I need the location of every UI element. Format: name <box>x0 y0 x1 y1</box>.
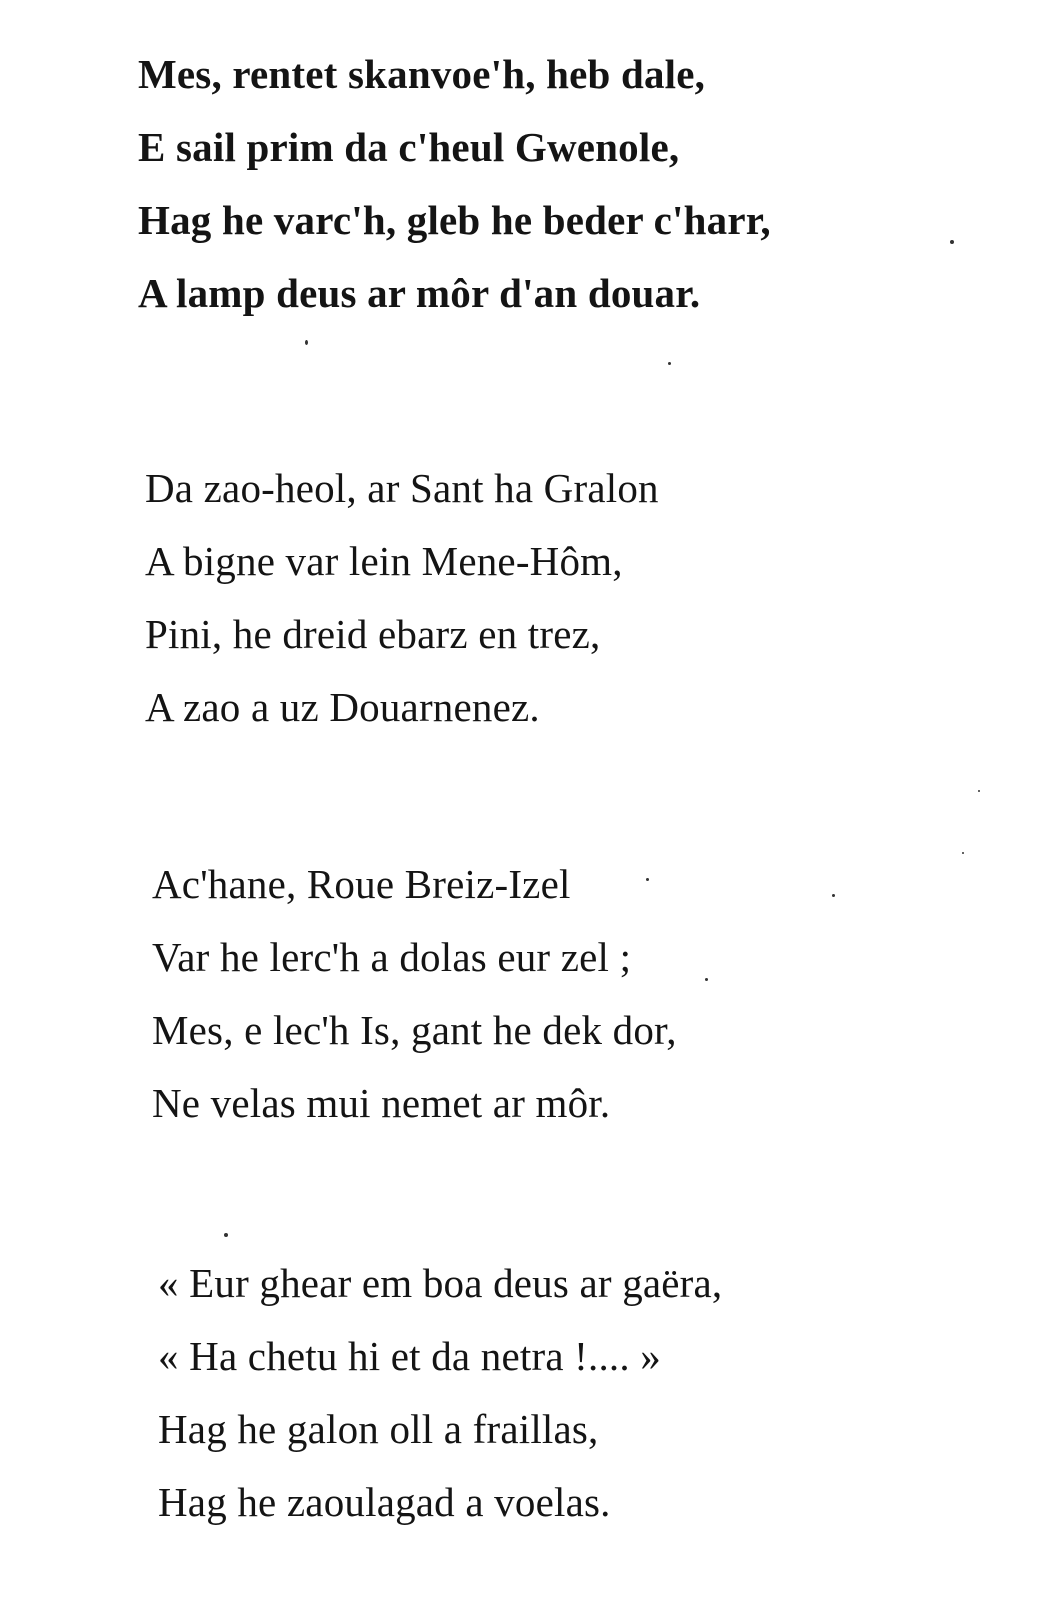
print-speck <box>668 362 671 365</box>
stanza-1 <box>138 38 898 330</box>
stanza-2-line-3: Pini, he dreid ebarz en trez, <box>145 611 601 657</box>
print-speck <box>224 1233 228 1237</box>
print-speck <box>978 790 980 792</box>
stanza-1-line-4: A lamp deus ar môr d'an douar. <box>138 270 701 316</box>
stanza-2-line-1: Da zao-heol, ar Sant ha Gralon <box>145 465 659 511</box>
stanza-3-line-2: Var he lerc'h a dolas eur zel ; <box>152 934 632 980</box>
stanza-4-line-4: Hag he zaoulagad a voelas. <box>158 1479 611 1525</box>
stanza-3 <box>152 848 912 1140</box>
print-speck <box>950 240 954 244</box>
print-speck <box>705 978 708 981</box>
stanza-3-line-3: Mes, e lec'h Is, gant he dek dor, <box>152 1007 677 1053</box>
stanza-4-line-2: « Ha chetu hi et da netra !.... » <box>158 1333 661 1379</box>
stanza-2-line-2: A bigne var lein Mene-Hôm, <box>145 538 623 584</box>
print-speck <box>832 894 835 897</box>
stanza-2-line-4: A zao a uz Douarnenez. <box>145 684 540 730</box>
stanza-4-line-1: « Eur ghear em boa deus ar gaëra, <box>158 1260 723 1306</box>
print-speck <box>962 852 964 854</box>
stanza-2 <box>145 452 905 744</box>
stanza-1-line-2: E sail prim da c'heul Gwenole, <box>138 124 680 170</box>
stanza-3-line-1: Ac'hane, Roue Breiz-Izel <box>152 861 571 907</box>
print-speck <box>646 878 649 881</box>
stanza-4 <box>158 1247 918 1539</box>
stanza-4-line-3: Hag he galon oll a fraillas, <box>158 1406 599 1452</box>
stanza-1-line-1: Mes, rentet skanvoe'h, heb dale, <box>138 51 706 97</box>
print-speck <box>305 340 308 345</box>
stanza-1-line-3: Hag he varc'h, gleb he beder c'harr, <box>138 197 771 243</box>
stanza-3-line-4: Ne velas mui nemet ar môr. <box>152 1080 611 1126</box>
